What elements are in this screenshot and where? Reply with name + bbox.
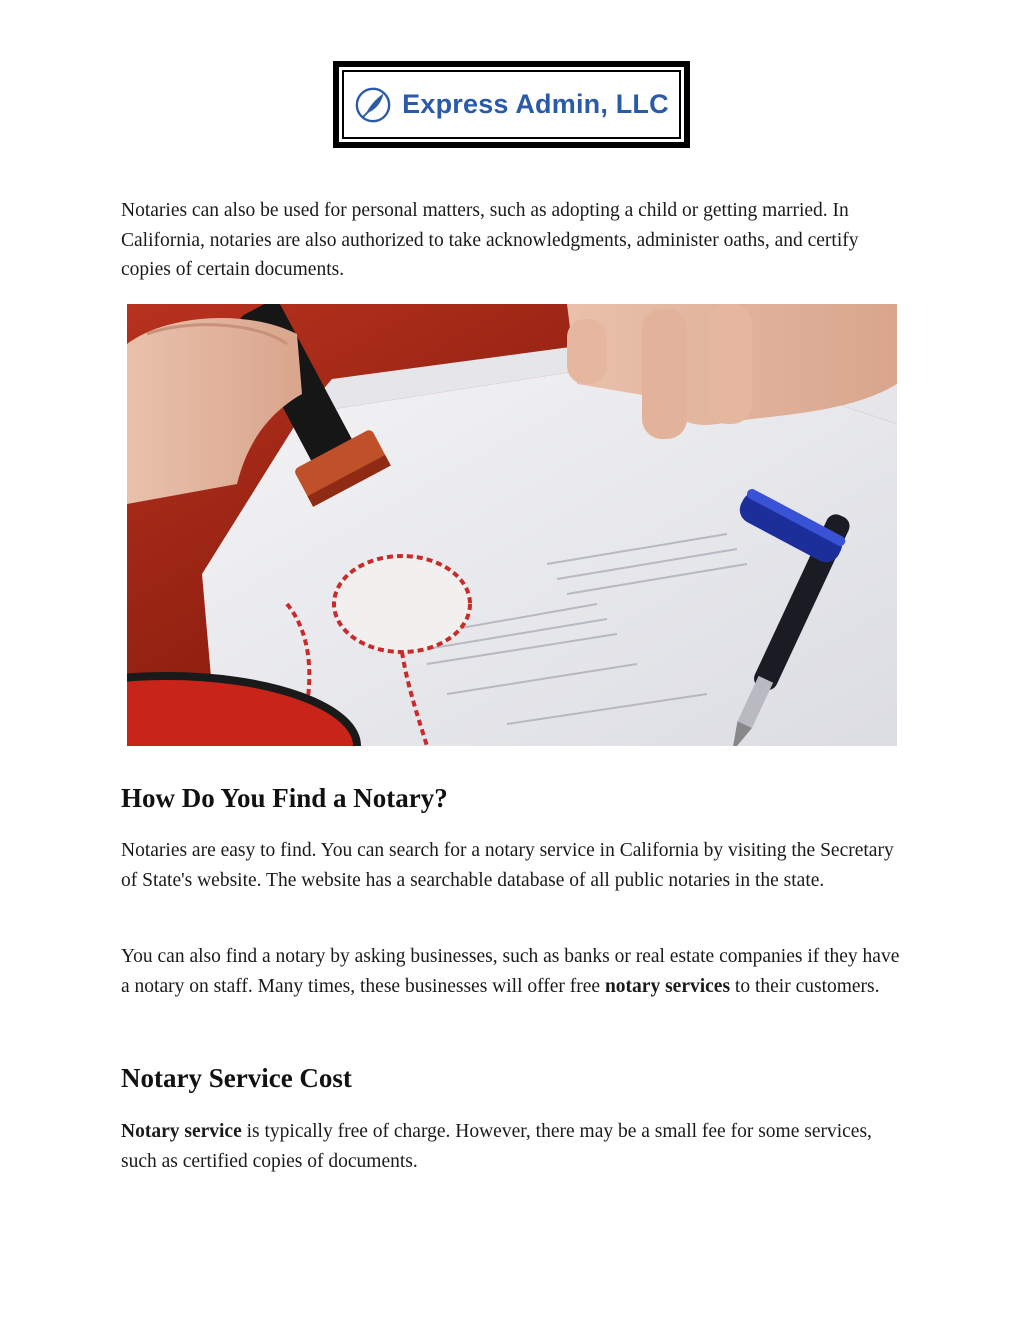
logo-text: Express Admin, LLC bbox=[402, 89, 669, 119]
notary-service-emphasis: Notary service bbox=[121, 1121, 242, 1142]
company-logo bbox=[333, 61, 690, 148]
paragraph-text: You can also find a notary by asking businesses, such as banks or real estate companies if they have a notary on staff. Many times, these businesses will offer free bbox=[121, 946, 900, 997]
feather-quill-icon bbox=[354, 86, 392, 124]
service-cost-paragraph bbox=[121, 1117, 911, 1176]
section-heading-find-notary: How Do You Find a Notary? bbox=[121, 783, 448, 813]
find-notary-paragraph-2 bbox=[121, 942, 911, 1001]
logo-frame bbox=[339, 67, 684, 142]
notary-services-emphasis: notary services bbox=[604, 975, 731, 997]
notary-stamp-photo bbox=[127, 304, 897, 746]
paragraph-text: is typically free of charge. However, there may be a small fee for some services, such as certified copies of documents. bbox=[121, 1121, 872, 1172]
paragraph-text-end: to their customers. bbox=[730, 975, 880, 997]
find-notary-paragraph-1: Notaries are easy to find. You can search for a notary service in California by visiting the Secretary of State's website. The website has a searchable database of all public notaries in the state. bbox=[121, 840, 894, 891]
intro-paragraph: Notaries can also be used for personal matters, such as adopting a child or getting married. In California, notaries are also authorized to take acknowledgments, administer oaths, and certify copies of certain documents. bbox=[121, 200, 859, 280]
logo-box bbox=[342, 70, 681, 139]
section-heading-service-cost: Notary Service Cost bbox=[121, 1063, 352, 1093]
